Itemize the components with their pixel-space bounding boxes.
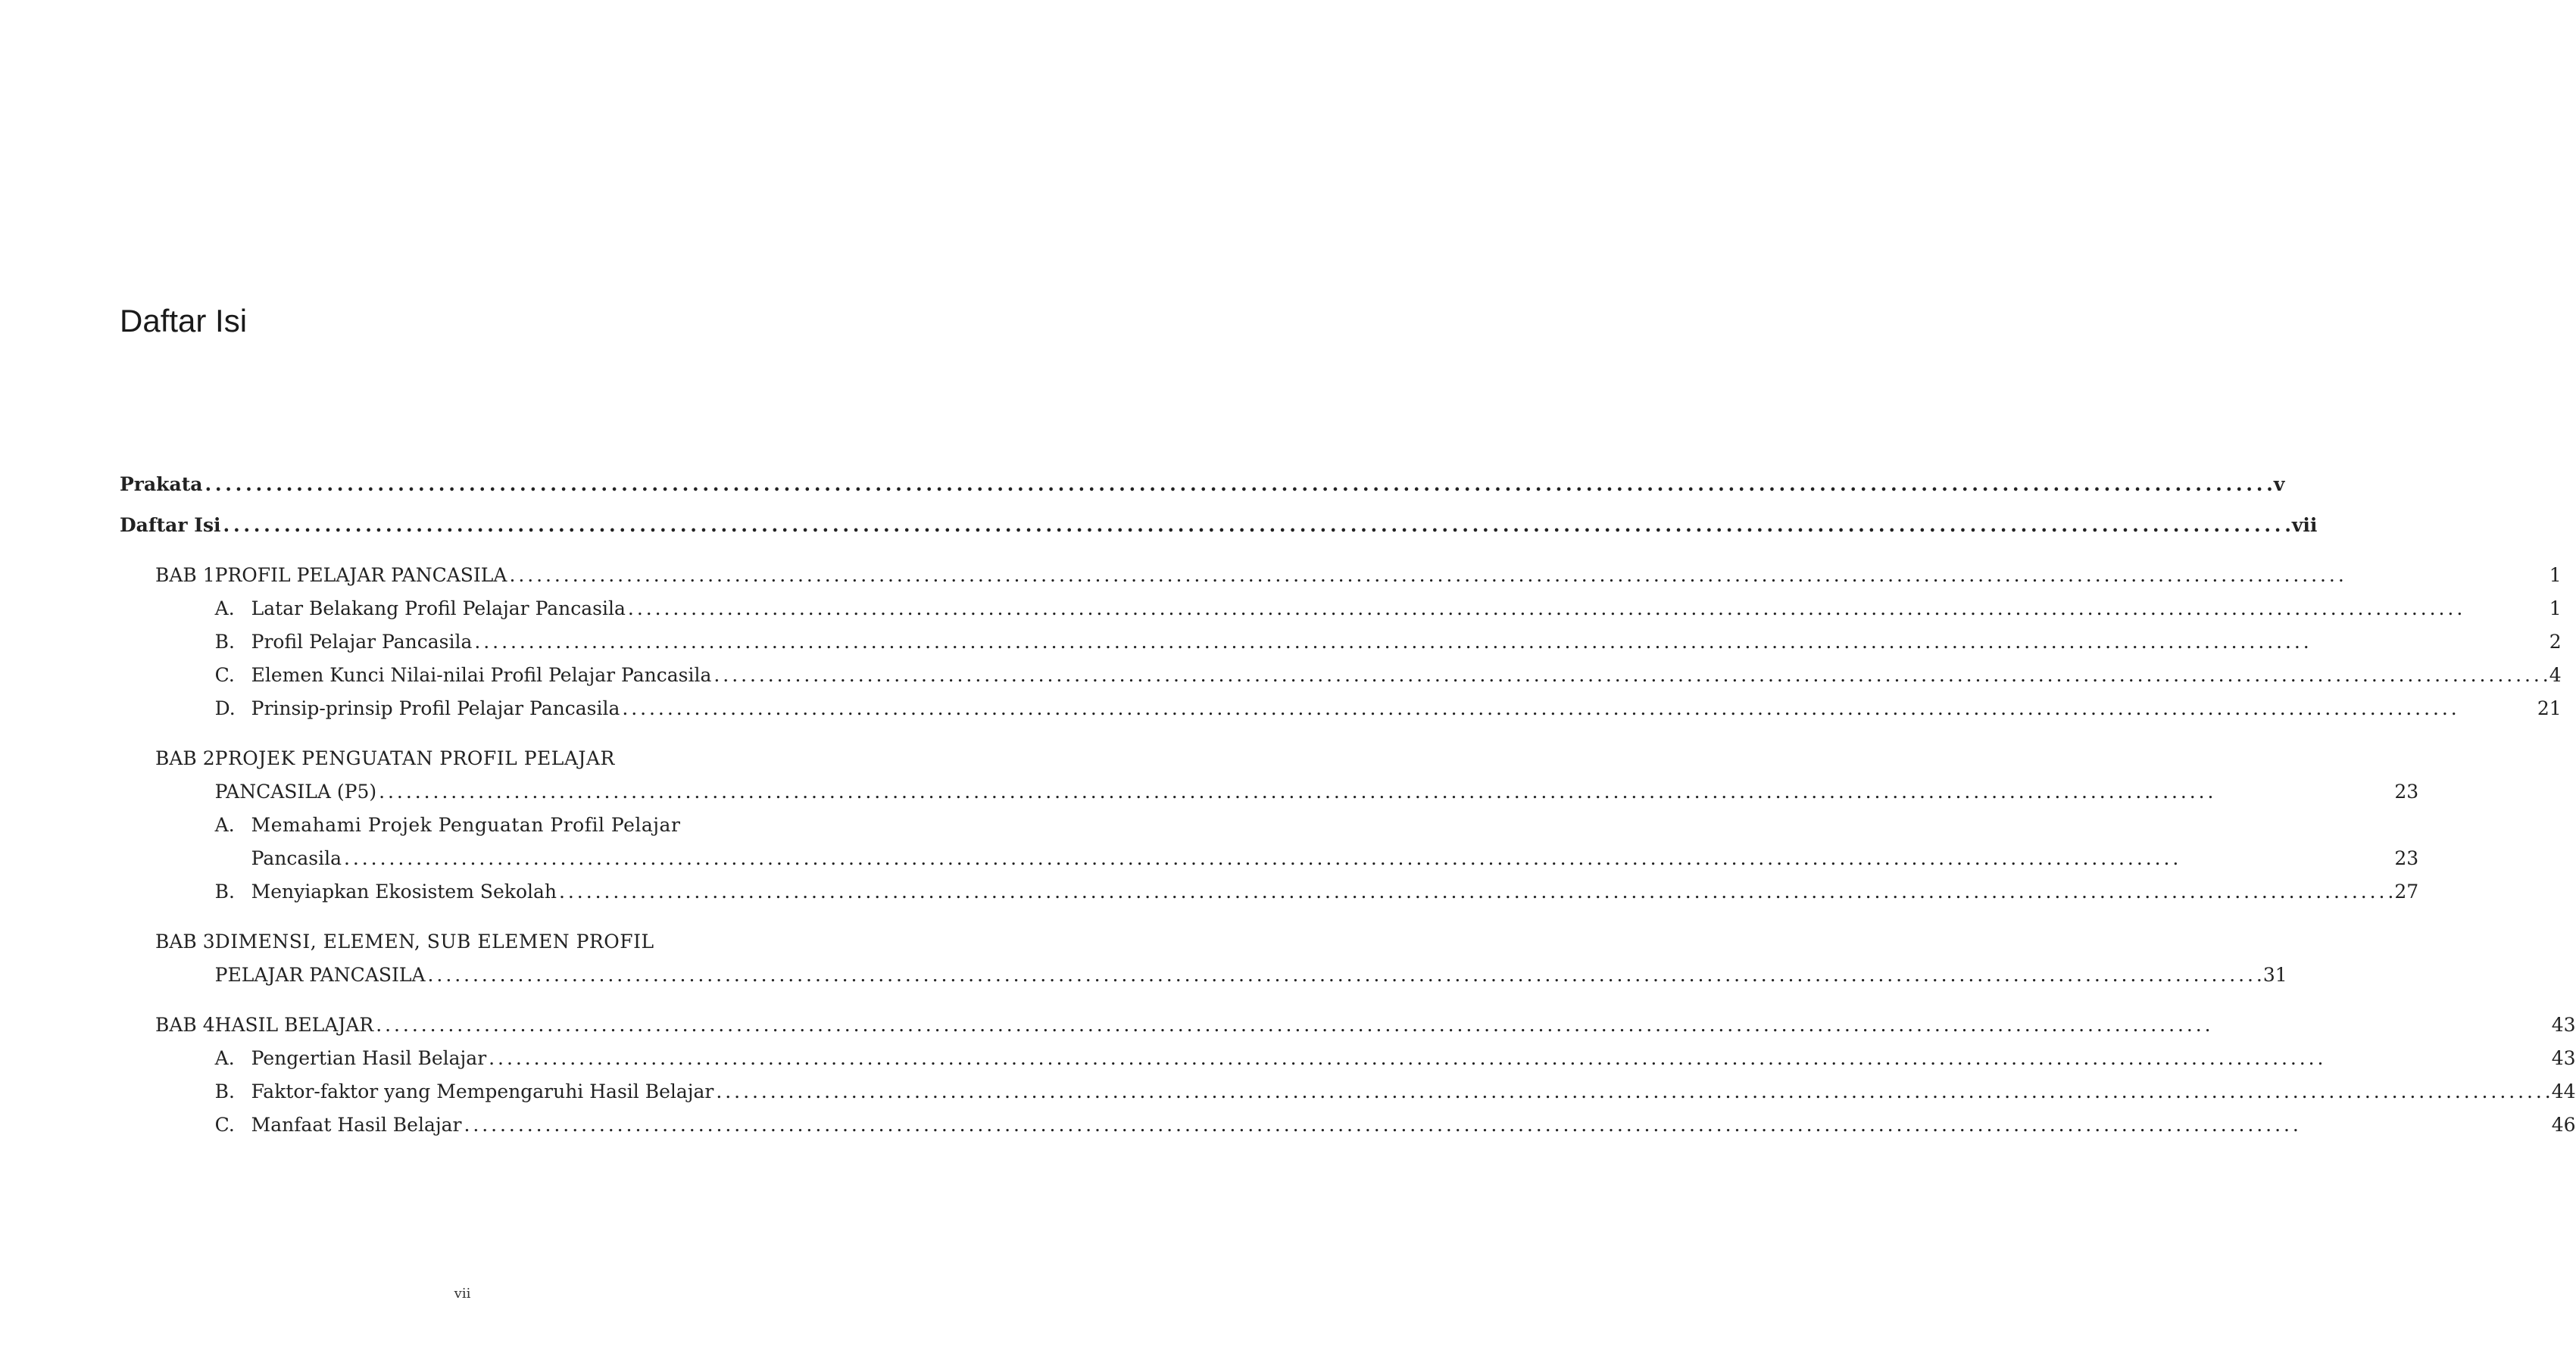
toc-entry[interactable] xyxy=(215,775,2419,809)
dot-leader xyxy=(716,1075,2549,1109)
section-letter: B. xyxy=(214,1080,235,1102)
entry-page-number: 46 xyxy=(2551,1114,2576,1136)
entry-title: Faktor-faktor yang Mempengaruhi Hasil Belajar xyxy=(251,1080,714,1102)
section-entry xyxy=(215,592,2562,625)
dot-leader xyxy=(628,592,2547,625)
chapter-content xyxy=(215,559,2562,725)
section-letter: D. xyxy=(214,697,236,719)
toc-entry[interactable] xyxy=(215,559,2562,592)
entry-title: Pancasila xyxy=(251,847,342,869)
entry-title: PANCASILA (P5) xyxy=(214,781,377,803)
section-body xyxy=(251,592,2562,625)
entry-title: Profil Pelajar Pancasila xyxy=(251,631,473,653)
chapter-entry xyxy=(120,742,2419,909)
toc-entry[interactable] xyxy=(215,959,2287,992)
toc-entry[interactable] xyxy=(251,692,2562,725)
dot-leader xyxy=(376,1009,2549,1042)
section-entry xyxy=(215,692,2562,725)
dot-leader xyxy=(464,1109,2549,1142)
dot-leader xyxy=(428,959,2261,992)
entry-title: HASIL BELAJAR xyxy=(214,1014,374,1036)
chapter-content xyxy=(215,925,2287,992)
entry-page-number: 1 xyxy=(2549,564,2562,586)
entry-page-number: v xyxy=(2273,473,2285,495)
entry-page-number: 43 xyxy=(2551,1047,2576,1069)
entry-title: Prinsip-prinsip Profil Pelajar Pancasila xyxy=(251,697,620,719)
section-entry xyxy=(215,809,2419,875)
section-letter: C. xyxy=(214,1114,235,1136)
dot-leader xyxy=(205,468,2271,501)
section-entry xyxy=(215,1042,2576,1075)
chapter-entry xyxy=(120,925,2287,992)
section-letter: C. xyxy=(214,664,235,686)
dot-leader xyxy=(713,659,2546,692)
section-body xyxy=(251,875,2419,909)
dot-leader xyxy=(509,559,2546,592)
entry-page-number: 44 xyxy=(2551,1080,2576,1102)
toc-entry[interactable] xyxy=(251,1042,2576,1075)
entry-title: Manfaat Hasil Belajar xyxy=(251,1114,462,1136)
toc-entry[interactable] xyxy=(251,875,2419,909)
entry-title: PELAJAR PANCASILA xyxy=(214,964,426,986)
section-body xyxy=(251,1042,2576,1075)
toc-entry[interactable] xyxy=(251,625,2562,659)
entry-title: Elemen Kunci Nilai-nilai Profil Pelajar Pancasila xyxy=(251,664,712,686)
toc-entry[interactable] xyxy=(251,1109,2576,1142)
toc-entry[interactable] xyxy=(251,1075,2576,1109)
entry-page-number: 2 xyxy=(2549,631,2562,653)
entry-page-number: vii xyxy=(2291,514,2318,536)
entry-page-number: 27 xyxy=(2394,881,2419,903)
entry-page-number: 21 xyxy=(2537,697,2562,719)
section-body xyxy=(251,659,2562,692)
section-letter: B. xyxy=(214,631,235,653)
toc-entry[interactable] xyxy=(251,842,2419,875)
toc-entry[interactable] xyxy=(215,1009,2576,1042)
page-number: vii xyxy=(454,1286,471,1302)
section-body xyxy=(251,1075,2576,1109)
entry-title: Prakata xyxy=(120,473,203,495)
toc-entry[interactable] xyxy=(251,592,2562,625)
chapter-entry xyxy=(120,559,2562,725)
entry-page-number: 31 xyxy=(2262,964,2287,986)
section-letter: B. xyxy=(214,881,235,903)
toc-entry[interactable] xyxy=(251,659,2562,692)
section-body xyxy=(251,692,2562,725)
section-entry xyxy=(215,875,2419,909)
dot-leader xyxy=(223,509,2290,542)
entry-page-number: 23 xyxy=(2394,847,2419,869)
entry-page-number: 4 xyxy=(2549,664,2562,686)
entry-title: Latar Belakang Profil Pelajar Pancasila xyxy=(251,597,626,619)
dot-leader xyxy=(622,692,2534,725)
chapter-entry xyxy=(120,1009,2576,1142)
entry-title: PROFIL PELAJAR PANCASILA xyxy=(214,564,507,586)
section-body xyxy=(251,625,2562,659)
entry-page-number: 43 xyxy=(2551,1014,2576,1036)
toc-entry[interactable] xyxy=(120,509,2318,542)
dot-leader xyxy=(489,1042,2549,1075)
section-entry xyxy=(215,625,2562,659)
section-letter: A. xyxy=(214,814,235,836)
entry-title: Pengertian Hasil Belajar xyxy=(251,1047,487,1069)
chapter-title-line: PROJEK PENGUATAN PROFIL PELAJAR xyxy=(214,747,615,769)
chapter-title-line: DIMENSI, ELEMEN, SUB ELEMEN PROFIL xyxy=(214,931,654,953)
entry-page-number: 23 xyxy=(2394,781,2419,803)
chapter-content xyxy=(215,1009,2576,1142)
section-letter: A. xyxy=(214,1047,235,1069)
entry-page-number: 1 xyxy=(2549,597,2562,619)
section-letter: A. xyxy=(214,597,235,619)
dot-leader xyxy=(379,775,2392,809)
section-entry xyxy=(215,659,2562,692)
section-entry xyxy=(215,1109,2576,1142)
chapter-number: BAB 4 xyxy=(155,1014,215,1036)
entry-title: Daftar Isi xyxy=(120,514,221,536)
chapter-content xyxy=(215,742,2419,909)
section-entry xyxy=(215,1075,2576,1109)
dot-leader xyxy=(474,625,2546,659)
chapter-number: BAB 3 xyxy=(155,931,215,953)
chapter-number: BAB 1 xyxy=(155,564,215,586)
chapter-number: BAB 2 xyxy=(155,747,215,769)
page-title: Daftar Isi xyxy=(120,303,248,338)
entry-title: Menyiapkan Ekosistem Sekolah xyxy=(251,881,557,903)
section-body xyxy=(251,809,2419,875)
section-title-line: Memahami Projek Penguatan Profil Pelajar xyxy=(251,814,681,836)
dot-leader xyxy=(559,875,2392,909)
table-of-contents xyxy=(120,468,2576,1142)
section-body xyxy=(251,1109,2576,1142)
toc-entry[interactable] xyxy=(120,468,2285,501)
dot-leader xyxy=(344,842,2392,875)
